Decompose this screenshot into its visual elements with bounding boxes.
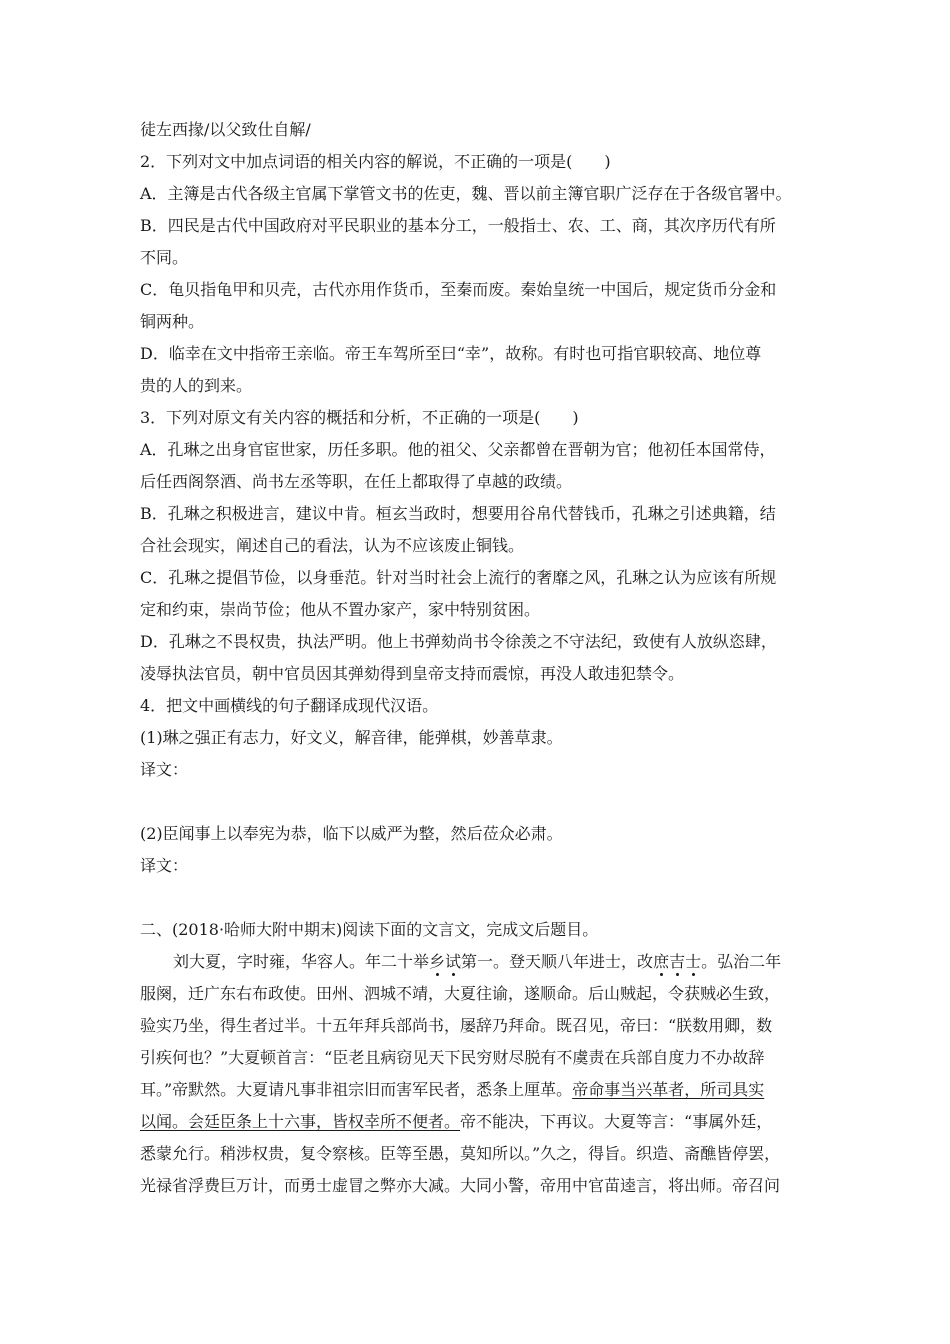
q4-translation-label-1: 译文：: [140, 760, 189, 779]
section-2-heading: 二、(2018·哈师大附中期末)阅读下面的文言文，完成文后题目。: [140, 920, 599, 939]
passage-line-2: 服阕，迁广东右布政使。田州、泗城不靖，大夏往谕，遂顺命。后山贼起，令获贼必生致，: [140, 984, 781, 1003]
answer-space: [140, 888, 820, 920]
text-run: 。弘治二年: [701, 952, 782, 971]
q3-option-c-line2: 定和约束，崇尚节俭；他从不置办家产，家中特别贫困。: [140, 600, 541, 619]
emphasis-dot-char: 吉: [669, 952, 686, 971]
q4-sentence-2: (2)臣闻事上以奉宪为恭，临下以威严为整，然后莅众必肃。: [140, 824, 563, 843]
q2-option-d-line1: D．临幸在文中指帝王亲临。帝王车驾所至曰“幸”，故称。有时也可指官职较高、地位尊: [140, 344, 762, 363]
q3-option-b-line2: 合社会现实，阐述自己的看法，认为不应该废止铜钱。: [140, 536, 525, 555]
q3-option-d-line2: 凌辱执法官员，朝中官员因其弹劾得到皇帝支持而震惊，再没人敢违犯禁令。: [140, 664, 685, 683]
document-body: [140, 120, 820, 1208]
passage-line-5: [140, 1080, 820, 1112]
q4-sentence-1: (1)琳之强正有志力，好文义，解音律，能弹棋，妙善草隶。: [140, 728, 563, 747]
emphasis-dot-char: 试: [445, 952, 462, 971]
text-run: 刘大夏，字时雍，华容人。年二十举: [173, 952, 430, 971]
q2-option-c-line1: C．龟贝指龟甲和贝壳，古代亦用作货币，至秦而废。秦始皇统一中国后，规定货币分金和: [140, 280, 777, 299]
q3-option-a-line2: 后任西阁祭酒、尚书左丞等职，在任上都取得了卓越的政绩。: [140, 472, 573, 491]
emphasis-dot-char: 乡: [429, 952, 446, 971]
passage-line-3: 验实乃坐，得生者过半。十五年拜兵部尚书，屡辞乃拜命。既召见，帝曰：“朕数用卿，数: [140, 1016, 773, 1035]
passage-line-7: 悉蒙允行。稍涉权贵，复令察核。臣等至愚，莫知所以。”久之，得旨。织造、斋醮皆停罢，: [140, 1144, 781, 1163]
q2-option-d-line2: 贵的人的到来。: [140, 376, 253, 395]
q2-option-b-line1: B．四民是古代中国政府对平民职业的基本分工，一般指士、农、工、商，其次序历代有所: [140, 216, 776, 235]
q3-option-b-line1: B．孔琳之积极进言，建议中肯。桓玄当政时，想要用谷帛代替钱币，孔琳之引述典籍，结: [140, 504, 776, 523]
q1-answer-tail: 徒左西掾/以父致仕自解/: [140, 120, 311, 139]
passage-line-4: 引疾何也？”大夏顿首言：“臣老且病窃见天下民穷财尽脱有不虞责在兵部自度力不办故辞: [140, 1048, 765, 1067]
q2-option-b-line2: 不同。: [140, 248, 189, 267]
q3-option-d-line1: D．孔琳之不畏权贵，执法严明。他上书弹劾尚书令徐羡之不守法纪，致使有人放纵恣肆，: [140, 632, 777, 651]
underlined-sentence: 帝命事当兴革者，所司具实: [572, 1080, 765, 1099]
q2-stem: 2．下列对文中加点词语的相关内容的解说，不正确的一项是( ): [140, 152, 611, 171]
q4-translation-label-2: 译文：: [140, 856, 189, 875]
text-run: 帝不能决，下再议。大夏等言：“事属外廷，: [460, 1112, 773, 1131]
q4-stem: 4．把文中画横线的句子翻译成现代汉语。: [140, 696, 439, 715]
q3-option-a-line1: A．孔琳之出身官宦世家，历任多职。他的祖父、父亲都曾在晋朝为官；他初任本国常侍，: [140, 440, 776, 459]
passage-line-1: [140, 952, 820, 984]
q2-option-a: A．主簿是古代各级主官属下掌管文书的佐吏，魏、晋以前主簿官职广泛存在于各级官署中。: [140, 184, 792, 203]
emphasis-dot-char: 庶: [653, 952, 670, 971]
emphasis-dot-char: 士: [685, 952, 702, 971]
q3-stem: 3．下列对原文有关内容的概括和分析，不正确的一项是( ): [140, 408, 579, 427]
q3-option-c-line1: C．孔琳之提倡节俭，以身垂范。针对当时社会上流行的奢靡之风，孔琳之认为应该有所规: [140, 568, 777, 587]
q2-option-c-line2: 铜两种。: [140, 312, 205, 331]
text-run: 第一。登天顺八年进士，改: [461, 952, 654, 971]
text-run: 耳。”帝默然。大夏请凡事非祖宗旧而害军民者，悉条上厘革。: [140, 1080, 573, 1099]
answer-space: [140, 792, 820, 824]
passage-line-8: 光禄省浮费巨万计，而勇士虚冒之弊亦大减。大同小警，帝用中官苗逵言，将出师。帝召问: [140, 1176, 781, 1195]
passage-line-6: [140, 1112, 820, 1144]
underlined-sentence: 以闻。会廷臣条上十六事，皆权幸所不便者。: [140, 1112, 461, 1131]
